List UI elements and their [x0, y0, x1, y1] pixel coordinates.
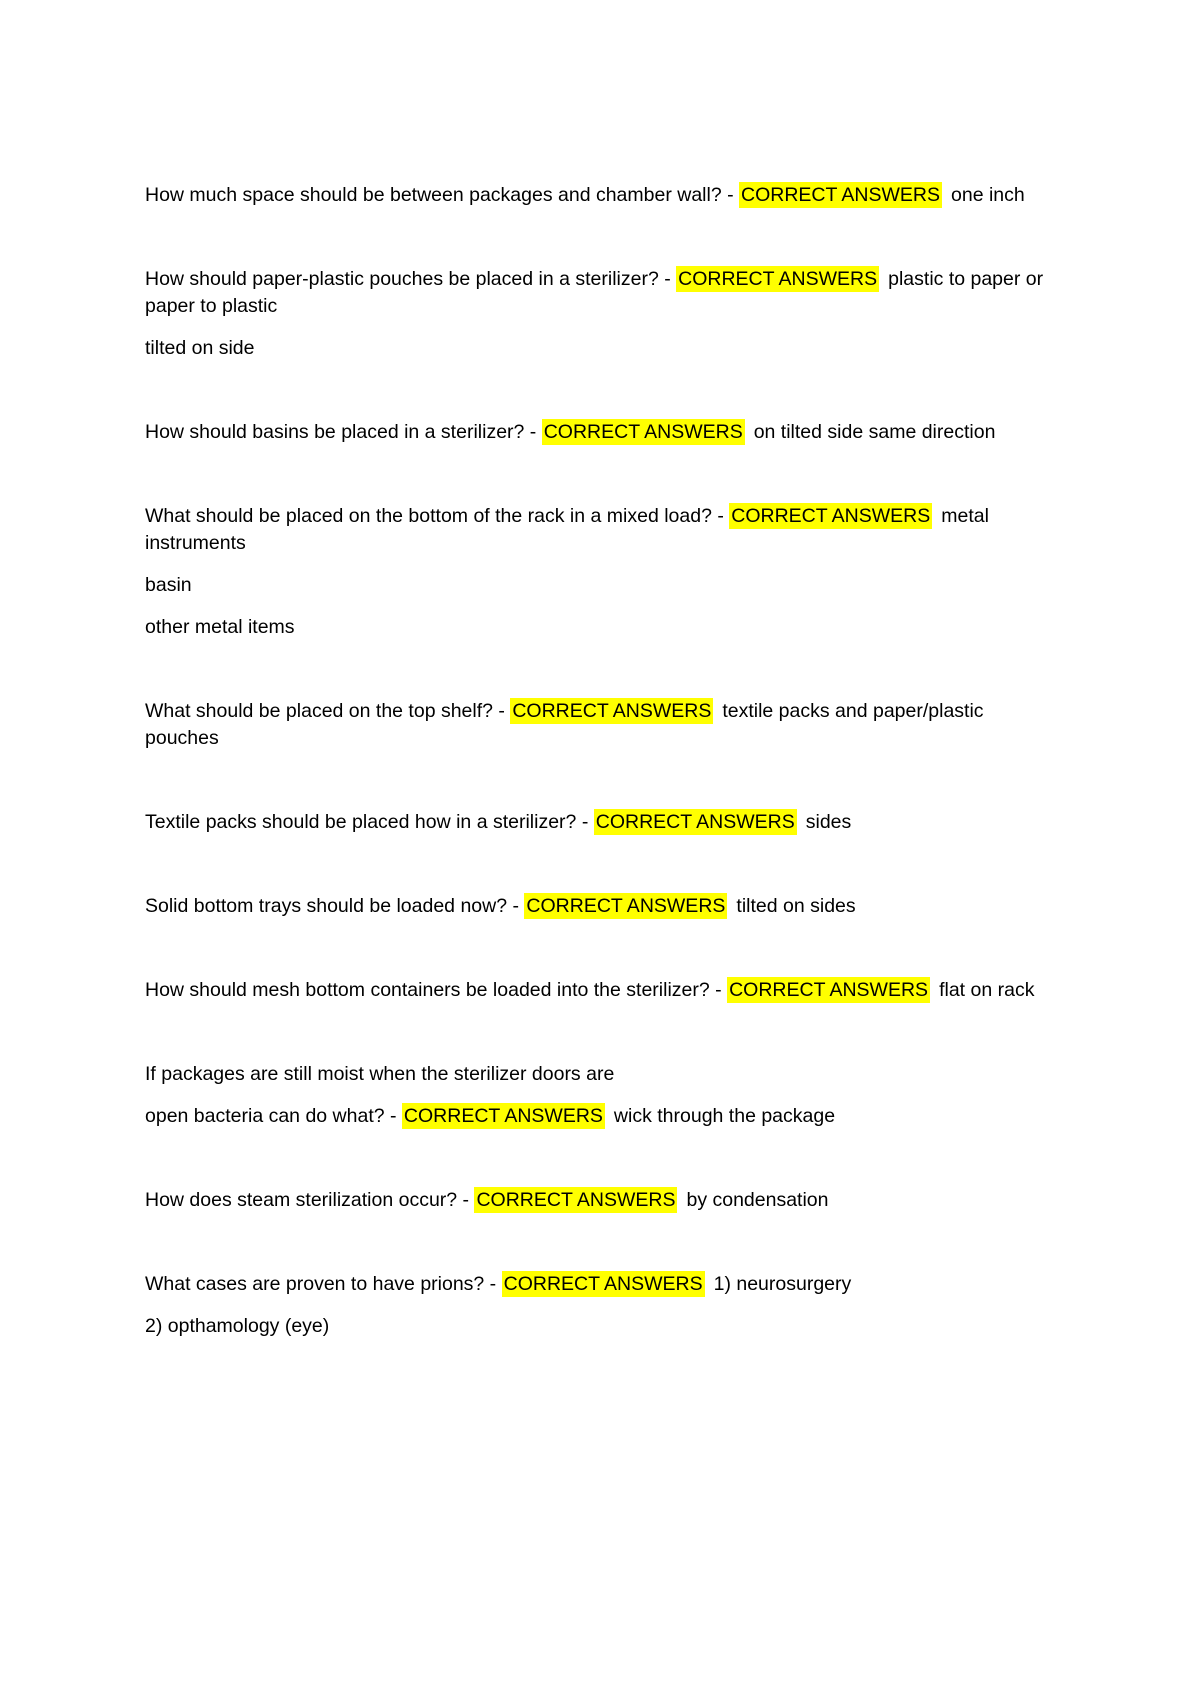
answer-continuation: tilted on side — [145, 337, 255, 359]
correct-answers-label: CORRECT ANSWERS — [543, 421, 743, 443]
question-text: What cases are proven to have prions? - — [145, 1273, 502, 1295]
qa-line — [145, 978, 1065, 1002]
correct-answers-label: CORRECT ANSWERS — [741, 184, 941, 206]
qa-line — [145, 504, 1065, 528]
qa-line — [145, 267, 1065, 291]
answer-continuation: 2) opthamology (eye) — [145, 1315, 330, 1337]
answer-text: plastic to paper or — [888, 268, 1044, 290]
answer-continuation: other metal items — [145, 616, 295, 638]
question-text: How should basins be placed in a sterilizer? - — [145, 421, 542, 443]
question-lead-line: If packages are still moist when the sterilizer doors are — [145, 1063, 615, 1085]
qa-line — [145, 1272, 1065, 1296]
answer-text: 1) neurosurgery — [713, 1273, 852, 1295]
correct-answers-label: CORRECT ANSWERS — [512, 700, 712, 722]
question-text: How does steam sterilization occur? - — [145, 1189, 475, 1211]
answer-text: metal — [941, 505, 989, 527]
correct-answers-label: CORRECT ANSWERS — [595, 811, 795, 833]
correct-answers-label: CORRECT ANSWERS — [526, 895, 726, 917]
question-text: open bacteria can do what? - — [145, 1105, 402, 1127]
question-text: How much space should be between packages and chamber wall? - — [145, 184, 740, 206]
question-text: What should be placed on the bottom of the rack in a mixed load? - — [145, 505, 730, 527]
answer-text: sides — [805, 811, 852, 833]
correct-answers-label: CORRECT ANSWERS — [729, 979, 929, 1001]
answer-text: by condensation — [686, 1189, 829, 1211]
qa-line — [145, 699, 1065, 723]
qa-line — [145, 1104, 1065, 1128]
qa-line — [145, 894, 1065, 918]
answer-continuation: basin — [145, 574, 192, 596]
correct-answers-label: CORRECT ANSWERS — [731, 505, 931, 527]
correct-answers-label: CORRECT ANSWERS — [476, 1189, 676, 1211]
question-text: How should paper-plastic pouches be placed in a sterilizer? - — [145, 268, 677, 290]
answer-continuation: pouches — [145, 727, 219, 749]
question-text: Textile packs should be placed how in a sterilizer? - — [145, 811, 594, 833]
qa-line — [145, 183, 1065, 207]
correct-answers-label: CORRECT ANSWERS — [403, 1105, 603, 1127]
answer-text: one inch — [951, 184, 1025, 206]
answer-continuation: paper to plastic — [145, 295, 278, 317]
correct-answers-label: CORRECT ANSWERS — [503, 1273, 703, 1295]
qa-line — [145, 1188, 1065, 1212]
answer-text: flat on rack — [939, 979, 1035, 1001]
qa-line — [145, 420, 1065, 444]
question-text: What should be placed on the top shelf? - — [145, 700, 511, 722]
qa-line — [145, 810, 1065, 834]
question-text: Solid bottom trays should be loaded now? - — [145, 895, 525, 917]
question-text: How should mesh bottom containers be loaded into the sterilizer? - — [145, 979, 728, 1001]
answer-text: textile packs and paper/plastic — [722, 700, 984, 722]
answer-continuation: instruments — [145, 532, 246, 554]
correct-answers-label: CORRECT ANSWERS — [678, 268, 878, 290]
answer-text: on tilted side same direction — [753, 421, 996, 443]
answer-text: tilted on sides — [736, 895, 856, 917]
answer-text: wick through the package — [613, 1105, 836, 1127]
